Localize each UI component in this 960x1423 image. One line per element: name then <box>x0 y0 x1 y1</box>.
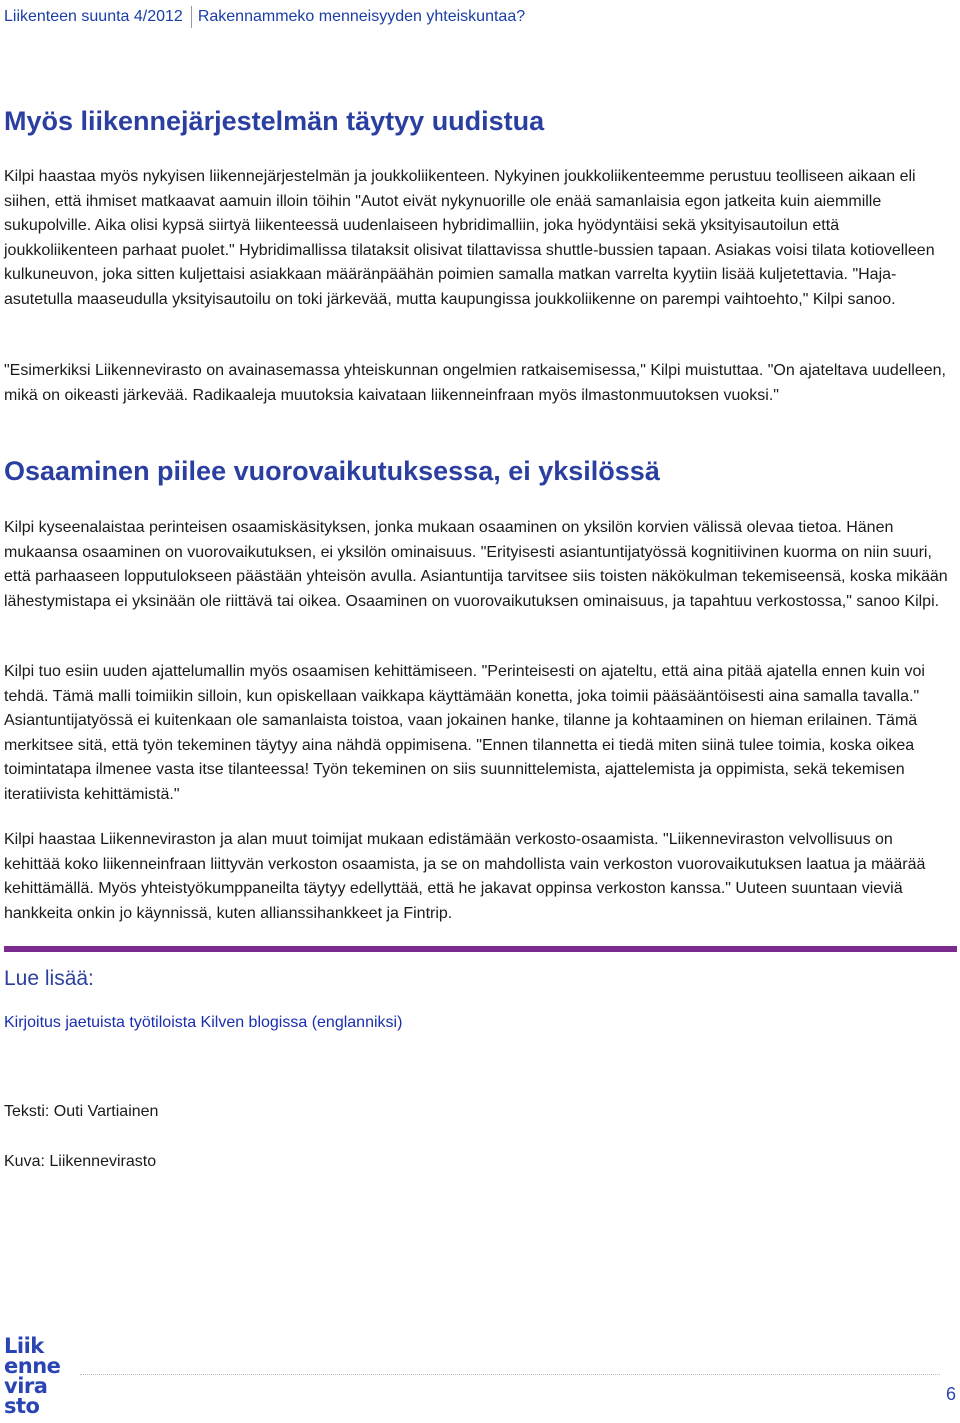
paragraph: Kilpi kyseenalaistaa perinteisen osaamiskäsityksen, jonka mukaan osaaminen on yksilön korvien välissä olevaa tietoa. Hänen mukaansa osaaminen on vuorovaikutuksen, ei yksilön ominaisuus. "Erityisesti asiantuntijatyössä kognitiivinen kuorma on niin suuri, että parhaaseen lopputulokseen päästään yhteisön avulla. Asiantuntija tarvitsee siis toisten näkökulman tekemiseensä, koska mikään lähestymistapa ei yksinään ole riittävä tai oikea. Osaaminen on vuorovaikutuksen ominaisuus, ja tapahtuu verkostossa," sanoo Kilpi. <box>4 519 948 610</box>
page-number: 6 <box>945 1384 956 1404</box>
header-separator <box>191 6 192 28</box>
read-more-heading: Lue lisää: <box>4 967 94 990</box>
text-credit: Teksti: Outi Vartiainen <box>4 1103 159 1120</box>
blog-link[interactable]: Kirjoitus jaetuista työtiloista Kilven blogissa (englanniksi) <box>4 1014 403 1031</box>
photo-credit: Kuva: Liikennevirasto <box>4 1153 157 1170</box>
paragraph: Kilpi haastaa Liikenneviraston ja alan muut toimijat mukaan edistämään verkosto-osaamista. "Liikenneviraston velvollisuus on kehittää koko liikenneinfraan liittyvän verkoston osaamista, ja se on mahdollista vain verkoston vuorovaikutuksen laatua ja määrää kehittämällä. Myös yhteistyökumppaneilta täytyy edellyttää, että he jakavat oppinsa verkoston kanssa." Uuteen suuntaan vieviä hankkeita onkin jo käynnissä, kuten allianssihankkeet ja Fintrip. <box>4 831 926 922</box>
page-header <box>4 5 525 29</box>
article-title: Rakennammeko menneisyyden yhteiskuntaa? <box>197 8 526 25</box>
publication-title: Liikenteen suunta 4/2012 <box>4 8 183 25</box>
section-heading-competence: Osaaminen piilee vuorovaikutuksessa, ei yksilössä <box>4 456 660 486</box>
section-divider <box>4 946 957 952</box>
paragraph: "Esimerkiksi Liikennevirasto on avainasemassa yhteiskunnan ongelmien ratkaisemisessa," Kilpi muistuttaa. "On ajateltava uudelleen, mikä on oikeasti järkevää. Radikaaleja muutoksia kaivataan liikenneinfraan myös ilmastonmuutoksen vuoksi." <box>4 362 946 404</box>
paragraph: Kilpi haastaa myös nykyisen liikennejärjestelmän ja joukkoliikenteen. Nykyinen joukkoliikenteemme perustuu teolliseen aikaan eli siihen, että ihmiset matkaavat aamuin illoin töihin "Autot eivät nykynuorille ole enää samanlaisia egon jatkeita kuin aiemmille sukupolville. Aika olisi kypsä siirtyä liikenteessä uudenlaiseen hybridimalliin, joka hyödyntäisi sekä yksityisautoilun että joukkoliikenteen parhaat puolet." Hybridimallissa tilataksit olisivat tilattavissa shuttle-bussien tapaan. Asiakas voisi tilata kotiovelleen kulkuneuvon, joka sitten kuljettaisi asiakkaan määränpäähän poimien samalla matkan varrelta kyytiin lisää kuljetettavia. "Haja-asutetulla maaseudulla yksityisautoilu on toki järkevää, mutta kaupungissa joukkoliikenne on parempi vaihtoehto," Kilpi sanoo. <box>4 168 935 308</box>
liikennevirasto-logo: Liik enne vira sto <box>4 1334 61 1418</box>
paragraph: Kilpi tuo esiin uuden ajattelumallin myös osaamisen kehittämiseen. "Perinteisesti on ajateltu, että aina pitää ajatella ennen kuin voi tehdä. Tämä malli toimiikin silloin, kun opiskellaan vaikkapa käyttämään konetta, joka toimii pääsääntöisesti aina samalla tavalla." Asiantuntijatyössä ei kuitenkaan ole samanlaista toistoa, vaan jokainen hanke, tilanne ja kohtaaminen on hieman erilainen. Tämä merkitsee sitä, että työn tekeminen täytyy aina nähdä oppimisena. "Ennen tilannetta ei tiedä miten siinä tulee toimia, koska oikea toimintatapa ilmenee vasta itse tilanteessa! Työn tekeminen on siis suunnittelemista, ajattelemista ja oppimista, sekä tekemisen iteratiivista kehittämistä." <box>4 663 925 803</box>
section-heading-transport: Myös liikennejärjestelmän täytyy uudistua <box>4 106 545 136</box>
footer-dotted-line <box>80 1374 940 1375</box>
